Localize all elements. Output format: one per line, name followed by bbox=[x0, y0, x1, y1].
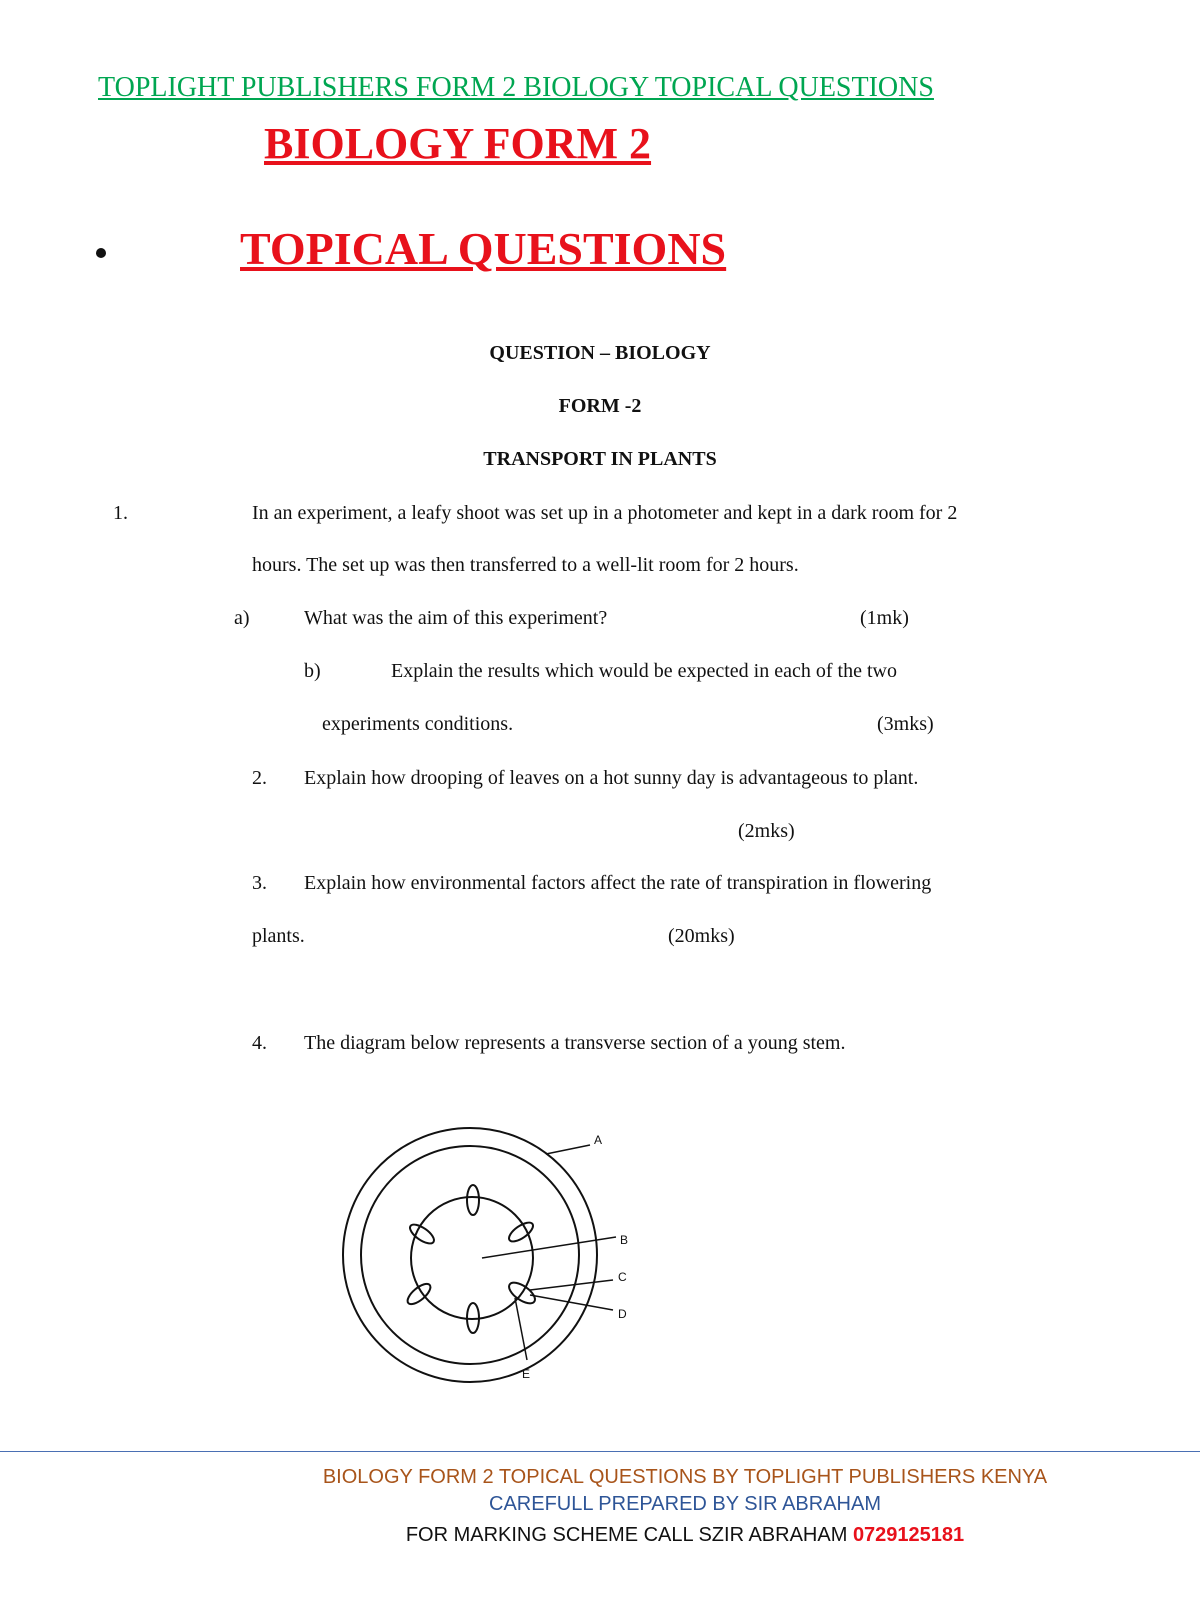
question-1a-marks: (1mk) bbox=[860, 607, 909, 629]
epidermis-outer-ring bbox=[343, 1128, 597, 1382]
question-4-text: The diagram below represents a transverse section of a young stem. bbox=[304, 1032, 846, 1054]
footer-line-2: CAREFULL PREPARED BY SIR ABRAHAM bbox=[489, 1493, 881, 1515]
label-a: A bbox=[594, 1133, 603, 1147]
question-1b-marks: (3mks) bbox=[877, 713, 934, 735]
topic-heading: TRANSPORT IN PLANTS bbox=[483, 448, 717, 470]
question-1a-text: What was the aim of this experiment? bbox=[304, 607, 608, 629]
question-1-number: 1. bbox=[113, 502, 128, 524]
question-3-text: Explain how environmental factors affect the rate of transpiration in flowering bbox=[304, 872, 932, 894]
question-1-text: In an experiment, a leafy shoot was set up in a photometer and kept in a dark room for 2 bbox=[252, 502, 958, 524]
footer-contact-text: FOR MARKING SCHEME CALL SZIR ABRAHAM bbox=[405, 1524, 848, 1546]
question-3-marks: (20mks) bbox=[668, 925, 735, 947]
label-line-c bbox=[530, 1280, 613, 1290]
footer-divider bbox=[0, 1451, 1200, 1452]
footer-line-1: BIOLOGY FORM 2 TOPICAL QUESTIONS BY TOPLIGHT PUBLISHERS KENYA bbox=[322, 1466, 1048, 1488]
bullet-icon bbox=[96, 248, 106, 258]
footer-phone: 0729125181 bbox=[852, 1524, 965, 1546]
page-subtitle: TOPICAL QUESTIONS bbox=[240, 223, 727, 274]
vascular-bundle bbox=[407, 1221, 437, 1247]
question-2-text: Explain how drooping of leaves on a hot sunny day is advantageous to plant. bbox=[304, 767, 919, 789]
question-1b-text: Explain the results which would be expected in each of the two bbox=[391, 660, 897, 682]
label-d: D bbox=[618, 1307, 627, 1321]
question-3-text-cont: plants. bbox=[252, 925, 305, 947]
label-c: C bbox=[618, 1270, 627, 1284]
stem-cross-section-diagram bbox=[330, 1120, 650, 1420]
question-1b-label: b) bbox=[304, 660, 321, 682]
vascular-bundle bbox=[467, 1185, 479, 1215]
footer-line-3 bbox=[0, 1524, 1200, 1547]
question-1-text-cont: hours. The set up was then transferred to a well-lit room for 2 hours. bbox=[252, 554, 799, 576]
label-b: B bbox=[620, 1233, 629, 1247]
label-line-a bbox=[546, 1145, 590, 1154]
publisher-banner: TOPLIGHT PUBLISHERS FORM 2 BIOLOGY TOPICAL QUESTIONS bbox=[98, 72, 934, 103]
page-title: BIOLOGY FORM 2 bbox=[264, 119, 652, 168]
label-e: E bbox=[522, 1367, 531, 1381]
question-2-marks: (2mks) bbox=[738, 820, 795, 842]
question-3-number: 3. bbox=[252, 872, 267, 894]
section-heading: QUESTION – BIOLOGY bbox=[489, 342, 711, 364]
question-1a-label: a) bbox=[234, 607, 250, 629]
question-2-number: 2. bbox=[252, 767, 267, 789]
form-heading: FORM -2 bbox=[558, 395, 642, 417]
vascular-bundle bbox=[404, 1280, 433, 1307]
question-4-number: 4. bbox=[252, 1032, 267, 1054]
question-1b-text-cont: experiments conditions. bbox=[322, 713, 514, 735]
